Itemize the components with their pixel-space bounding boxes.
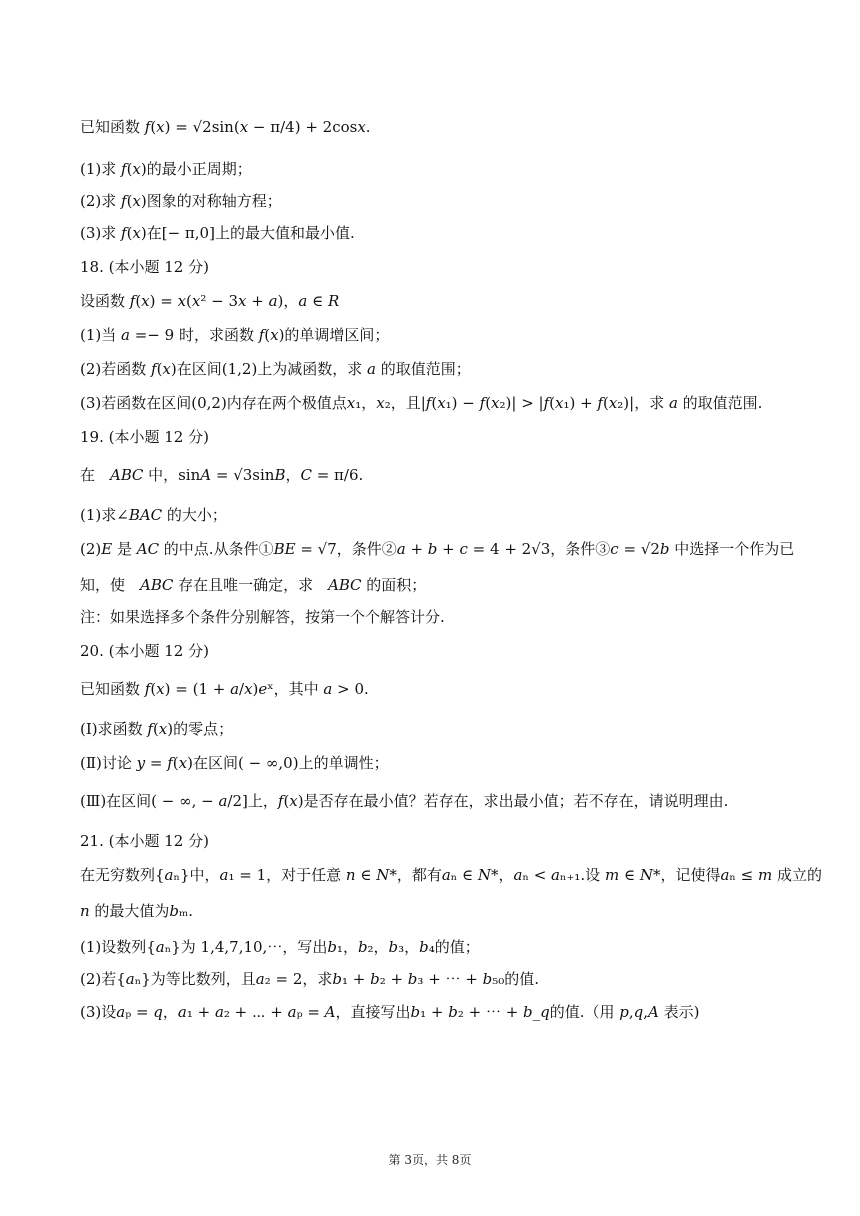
text-line: (Ⅱ)讨论 𝑦 = 𝑓(𝑥)在区间( − ∞,0)上的单调性； [80,754,389,772]
text-line: (1)求∠𝐵𝐴𝐶 的大小； [80,506,227,524]
text-line: (Ⅲ)在区间( − ∞, − 𝑎/2]上，𝑓(𝑥)是否存在最小值？若存在，求出最小值；若不存在，请说明理由. [80,792,729,810]
text-line: (3)若函数在区间(0,2)内存在两个极值点𝑥₁，𝑥₂，且|𝑓(𝑥₁) − 𝑓(𝑥₂)| > |𝑓(𝑥₁) + 𝑓(𝑥₂)|，求 𝑎 的取值范围. [80,394,763,412]
text-line: 设函数 𝑓(𝑥) = 𝑥(𝑥² − 3𝑥 + 𝑎)，𝑎 ∈ 𝑅 [80,292,340,310]
text-line: 在 𝐴𝐵𝐶 中，sin𝐴 = √3sin𝐵，𝐶 = π/6. [80,466,364,484]
text-line: (2)若函数 𝑓(𝑥)在区间(1,2)上为减函数，求 𝑎 的取值范围； [80,360,471,378]
page-footer: 第 3页，共 8页 [388,1153,472,1167]
text-line: 𝑛 的最大值为𝑏ₘ. [80,902,193,920]
question-heading: 19. (本小题 12 分) [80,428,209,446]
text-line: 在无穷数列{𝑎ₙ}中，𝑎₁ = 1，对于任意 𝑛 ∈ 𝑁*，都有𝑎ₙ ∈ 𝑁*，𝑎ₙ < 𝑎ₙ₊₁.设 𝑚 ∈ 𝑁*，记使得𝑎ₙ ≤ 𝑚 成立的 [80,866,822,884]
question-heading: 18. (本小题 12 分) [80,258,209,276]
text-line: (2)𝐸 是 𝐴𝐶 的中点.从条件①𝐵𝐸 = √7，条件②𝑎 + 𝑏 + 𝑐 = 4 + 2√3，条件③𝑐 = √2𝑏 中选择一个作为已 [80,540,795,558]
text-line: (3)求 𝑓(𝑥)在[− π,0]上的最大值和最小值. [80,224,355,242]
text-line: (1)求 𝑓(𝑥)的最小正周期； [80,160,252,178]
question-heading: 21. (本小题 12 分) [80,832,209,850]
text-line: 已知函数 𝑓(𝑥) = (1 + 𝑎/𝑥)𝑒ˣ，其中 𝑎 > 0. [80,680,369,698]
text-line: 注：如果选择多个条件分别解答，按第一个个解答计分. [80,608,445,626]
text-line: (2)求 𝑓(𝑥)图象的对称轴方程； [80,192,282,210]
text-line: (1)设数列{𝑎ₙ}为 1,4,7,10,⋯，写出𝑏₁，𝑏₂，𝑏₃，𝑏₄的值； [80,938,480,956]
text-line: 知，使 𝐴𝐵𝐶 存在且唯一确定，求 𝐴𝐵𝐶 的面积； [80,576,427,594]
text-line: 已知函数 𝑓(𝑥) = √2sin(𝑥 − π/4) + 2cos𝑥. [80,118,371,136]
text-line: (1)当 𝑎 =− 9 时，求函数 𝑓(𝑥)的单调增区间； [80,326,390,344]
question-heading: 20. (本小题 12 分) [80,642,209,660]
text-line: (3)设𝑎ₚ = 𝑞，𝑎₁ + 𝑎₂ + ⋯ + 𝑎ₚ = 𝐴，直接写出𝑏₁ + 𝑏₂ + ⋯ + 𝑏_𝑞的值.（用 𝑝,𝑞,𝐴 表示) [80,1003,700,1021]
text-line: (2)若{𝑎ₙ}为等比数列，且𝑎₂ = 2，求𝑏₁ + 𝑏₂ + 𝑏₃ + ⋯ + 𝑏₅₀的值. [80,970,540,988]
text-line: (Ⅰ)求函数 𝑓(𝑥)的零点； [80,720,234,738]
